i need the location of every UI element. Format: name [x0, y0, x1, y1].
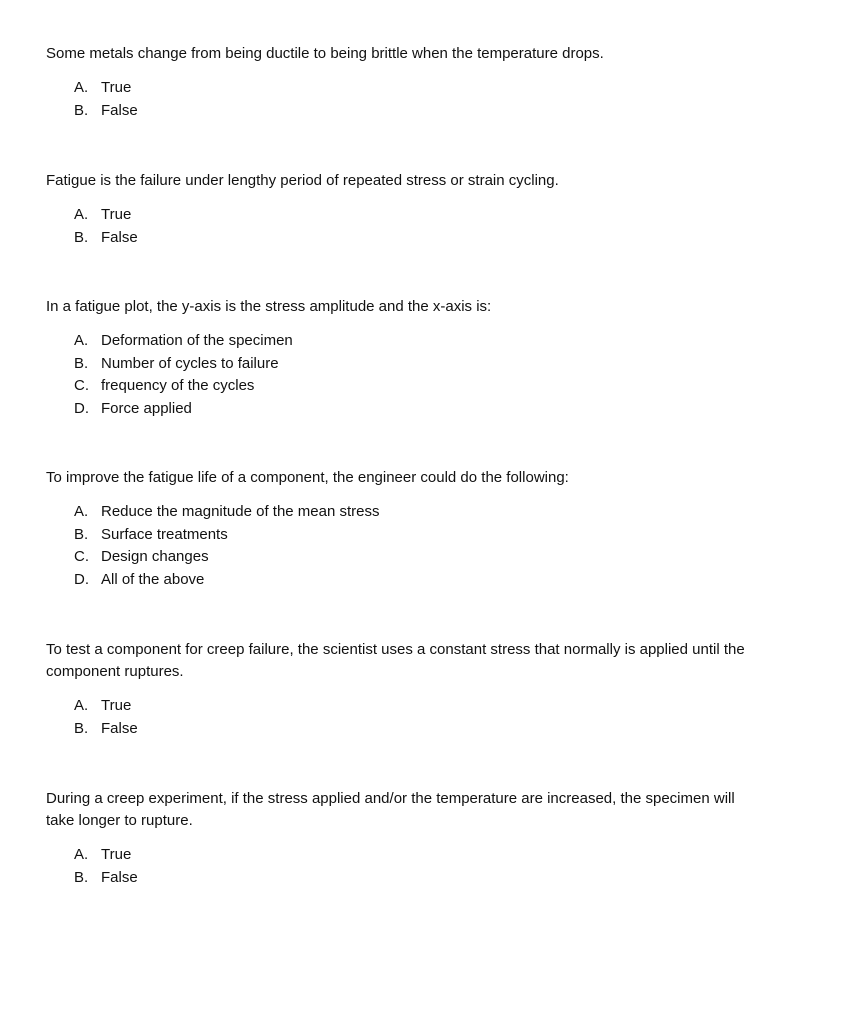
option-a[interactable]	[74, 695, 766, 718]
question-text: In a fatigue plot, the y-axis is the stress amplitude and the x-axis is:	[46, 298, 492, 315]
option-letter: B.	[74, 354, 89, 372]
option-letter: D.	[74, 570, 89, 588]
option-c[interactable]	[74, 375, 766, 398]
option-a[interactable]	[74, 330, 766, 353]
option-letter: A.	[74, 206, 89, 223]
option-letter: A.	[74, 697, 89, 714]
option-text: False	[101, 868, 138, 886]
answer-options	[74, 330, 766, 420]
option-a[interactable]	[74, 844, 766, 867]
option-b[interactable]	[74, 353, 766, 376]
answer-options	[74, 204, 766, 249]
option-letter: A.	[74, 79, 89, 96]
option-text: All of the above	[101, 570, 205, 588]
option-letter: A.	[74, 503, 89, 520]
question-5	[46, 639, 766, 740]
option-d[interactable]	[74, 569, 766, 592]
option-a[interactable]	[74, 501, 766, 524]
option-text: False	[101, 228, 138, 246]
option-letter: B.	[74, 719, 89, 737]
question-2	[46, 170, 766, 249]
option-text: True	[101, 79, 132, 96]
option-text: True	[101, 846, 132, 863]
option-text: Surface treatments	[101, 525, 228, 543]
question-6	[46, 788, 766, 889]
option-b[interactable]	[74, 718, 766, 741]
option-b[interactable]	[74, 227, 766, 250]
question-text: Some metals change from being ductile to being brittle when the temperature drops.	[46, 45, 604, 62]
option-text: False	[101, 719, 138, 737]
answer-options	[74, 844, 766, 889]
question-3	[46, 296, 766, 420]
option-letter: C.	[74, 548, 89, 565]
option-d[interactable]	[74, 398, 766, 421]
option-letter: B.	[74, 525, 89, 543]
answer-options	[74, 77, 766, 122]
option-text: Design changes	[101, 548, 209, 565]
question-4	[46, 467, 766, 591]
option-a[interactable]	[74, 77, 766, 100]
option-letter: B.	[74, 101, 89, 119]
answer-options	[74, 695, 766, 740]
option-text: Reduce the magnitude of the mean stress	[101, 503, 380, 520]
option-letter: B.	[74, 868, 89, 886]
question-text: To test a component for creep failure, the scientist uses a constant stress that normally is applied until the component ruptures.	[46, 641, 745, 680]
option-b[interactable]	[74, 867, 766, 890]
option-text: Number of cycles to failure	[101, 354, 279, 372]
option-text: False	[101, 101, 138, 119]
option-a[interactable]	[74, 204, 766, 227]
option-text: Deformation of the specimen	[101, 332, 293, 349]
question-text: During a creep experiment, if the stress applied and/or the temperature are increased, the specimen will take longer to rupture.	[46, 790, 735, 829]
option-letter: A.	[74, 846, 89, 863]
option-letter: B.	[74, 228, 89, 246]
option-text: True	[101, 697, 132, 714]
option-letter: D.	[74, 399, 89, 417]
question-1	[46, 43, 766, 122]
option-letter: C.	[74, 377, 89, 394]
question-text: To improve the fatigue life of a component, the engineer could do the following:	[46, 469, 569, 486]
option-c[interactable]	[74, 546, 766, 569]
option-text: Force applied	[101, 399, 192, 417]
question-text: Fatigue is the failure under lengthy period of repeated stress or strain cycling.	[46, 172, 559, 189]
option-letter: A.	[74, 332, 89, 349]
option-text: True	[101, 206, 132, 223]
answer-options	[74, 501, 766, 591]
option-text: frequency of the cycles	[101, 377, 255, 394]
option-b[interactable]	[74, 100, 766, 123]
option-b[interactable]	[74, 524, 766, 547]
